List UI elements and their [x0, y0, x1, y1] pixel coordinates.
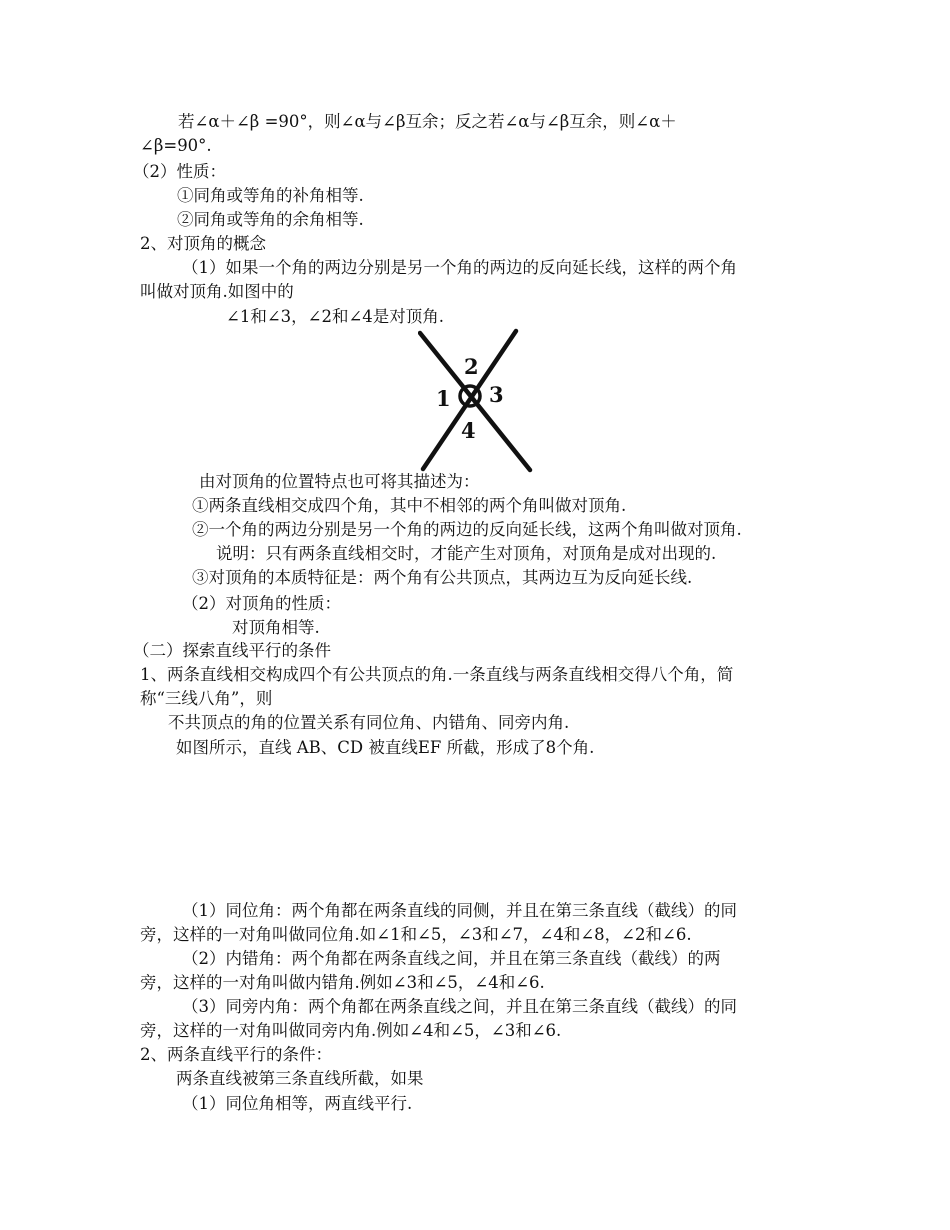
text-line: ②同角或等角的余角相等. [177, 210, 364, 229]
text-line: 叫做对顶角.如图中的 [140, 282, 294, 301]
text-line: 两条直线被第三条直线所截，如果 [176, 1069, 424, 1088]
text-line: 称“三线八角”，则 [140, 689, 273, 708]
text-line: （2）内错角：两个角都在两条直线之间，并且在第三条直线（截线）的两 [182, 949, 721, 968]
text-line: 不共顶点的角的位置关系有同位角、内错角、同旁内角. [168, 713, 570, 732]
note-line: 说明：只有两条直线相交时，才能产生对顶角，对顶角是成对出现的. [216, 544, 717, 563]
angle-label-3: 3 [489, 382, 504, 407]
section-heading: 2、两条直线平行的条件： [140, 1045, 332, 1064]
text-line: （1）同位角相等，两直线平行. [182, 1094, 413, 1113]
text-line: ∠β=90°. [140, 136, 212, 155]
vertical-angles-figure [418, 328, 534, 474]
angle-label-1: 1 [436, 386, 451, 411]
text-line: 对顶角相等. [232, 618, 320, 637]
text-line: 旁，这样的一对角叫做同位角.如∠1和∠5，∠3和∠7，∠4和∠8，∠2和∠6. [140, 925, 692, 944]
text-line: ③对顶角的本质特征是：两个角有公共顶点，其两边互为反向延长线. [192, 568, 693, 587]
angle-label-4: 4 [461, 418, 476, 443]
text-line: ∠1和∠3，∠2和∠4是对顶角. [226, 307, 445, 326]
text-line: ①两条直线相交成四个角，其中不相邻的两个角叫做对顶角. [192, 496, 627, 515]
section-heading: 2、对顶角的概念 [140, 234, 266, 253]
text-line: ②一个角的两边分别是另一个角的两边的反向延长线，这两个角叫做对顶角. [192, 520, 742, 539]
text-line: 旁，这样的一对角叫做内错角.例如∠3和∠5，∠4和∠6. [140, 973, 545, 992]
text-line: 1、两条直线相交构成四个有公共顶点的角.一条直线与两条直线相交得八个角，简 [140, 665, 734, 684]
text-line: 旁，这样的一对角叫做同旁内角.例如∠4和∠5，∠3和∠6. [140, 1021, 562, 1040]
text-line: 如图所示，直线 AB、CD 被直线EF 所截，形成了8个角. [176, 738, 595, 757]
section-heading: （2）性质： [133, 162, 226, 181]
text-line: 若∠α＋∠β =90°，则∠α与∠β互余；反之若∠α与∠β互余，则∠α＋ [178, 112, 677, 131]
section-heading: （二）探索直线平行的条件 [133, 641, 331, 660]
text-line: 由对顶角的位置特点也可将其描述为： [199, 472, 480, 491]
section-heading: （2）对顶角的性质： [182, 594, 341, 613]
text-line: （1）同位角：两个角都在两条直线的同侧，并且在第三条直线（截线）的同 [182, 901, 737, 920]
angle-label-2: 2 [464, 354, 479, 379]
text-line: （3）同旁内角：两个角都在两条直线之间，并且在第三条直线（截线）的同 [182, 997, 737, 1016]
text-line: ①同角或等角的补角相等. [177, 186, 364, 205]
text-line: （1）如果一个角的两边分别是另一个角的两边的反向延长线，这样的两个角 [182, 258, 737, 277]
